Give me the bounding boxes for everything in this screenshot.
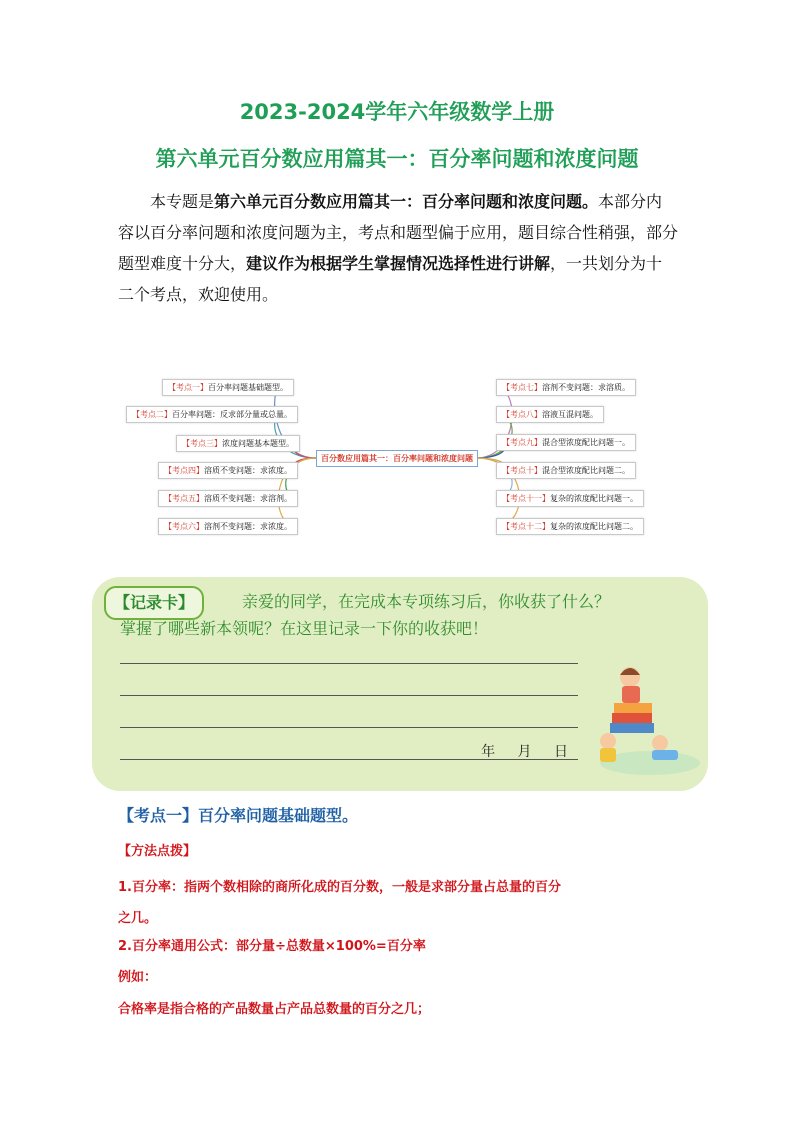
intro-a: 本专题是 (150, 192, 215, 211)
record-card (92, 577, 708, 791)
mindmap-node-8: 【考点八】溶液互混问题。 (496, 406, 604, 423)
record-card-text1: 亲爱的同学，在完成本专项练习后，你收获了什么？ (242, 592, 611, 611)
doc-title: 2023-2024学年六年级数学上册 (239, 100, 555, 124)
method-line3: 例如： (118, 970, 158, 985)
kids-reading-illustration (590, 655, 700, 780)
writing-line (120, 727, 578, 728)
mindmap (120, 370, 650, 540)
intro-paragraph (118, 186, 678, 310)
mindmap-node-3: 【考点三】浓度问题基本题型。 (176, 435, 300, 452)
intro-d: 建议作为根据学生掌握情况选择性进行讲解 (246, 254, 551, 273)
intro-b: 第六单元百分数应用篇其一：百分率问题和浓度问题。 (214, 192, 599, 211)
mindmap-center: 百分数应用篇其一：百分率问题和浓度问题 (316, 450, 478, 467)
mindmap-node-4: 【考点四】溶质不变问题：求浓度。 (158, 462, 298, 479)
method-line2: 2.百分率通用公式：部分量÷总数量×100%=百分率 (118, 939, 426, 954)
mindmap-node-11: 【考点十一】复杂的浓度配比问题一。 (496, 490, 644, 507)
mindmap-node-2: 【考点二】百分率问题：反求部分量或总量。 (126, 406, 298, 423)
mindmap-node-9: 【考点九】混合型浓度配比问题一。 (496, 434, 636, 451)
method-label: 【方法点拨】 (118, 844, 197, 859)
method-line1: 1.百分率：指两个数相除的商所化成的百分数，一般是求部分量占总量的百分 之几。 (118, 880, 561, 926)
mindmap-node-10: 【考点十】混合型浓度配比问题二。 (496, 462, 636, 479)
intro-c: 本部分内容以百分率问题和浓度问题为主，考点和题型偏于应用，题目综合性稍强，部分题型难度十分大， (118, 192, 679, 273)
mindmap-node-5: 【考点五】溶质不变问题：求溶剂。 (158, 490, 298, 507)
writing-line (120, 663, 578, 664)
record-card-text2: 掌握了哪些新本领呢？在这里记录一下你的收获吧！ (120, 619, 489, 638)
mindmap-node-6: 【考点六】溶剂不变问题：求浓度。 (158, 518, 298, 535)
writing-line (120, 695, 578, 696)
doc-subtitle: 第六单元百分数应用篇其一：百分率问题和浓度问题 (155, 147, 639, 171)
mindmap-node-1: 【考点一】百分率问题基础题型。 (162, 379, 294, 396)
mindmap-node-12: 【考点十二】复杂的浓度配比问题二。 (496, 518, 644, 535)
intro-e: ，一共划分为十二个考点，欢迎使用。 (118, 254, 663, 304)
section-heading: 【考点一】百分率问题基础题型。 (118, 806, 359, 825)
record-card-tag: 【记录卡】 (104, 586, 204, 620)
mindmap-node-7: 【考点七】溶剂不变问题：求溶质。 (496, 379, 636, 396)
method-line4: 合格率是指合格的产品数量占产品总数量的百分之几； (118, 1002, 431, 1017)
date-label: 年 月 日 (481, 744, 568, 760)
